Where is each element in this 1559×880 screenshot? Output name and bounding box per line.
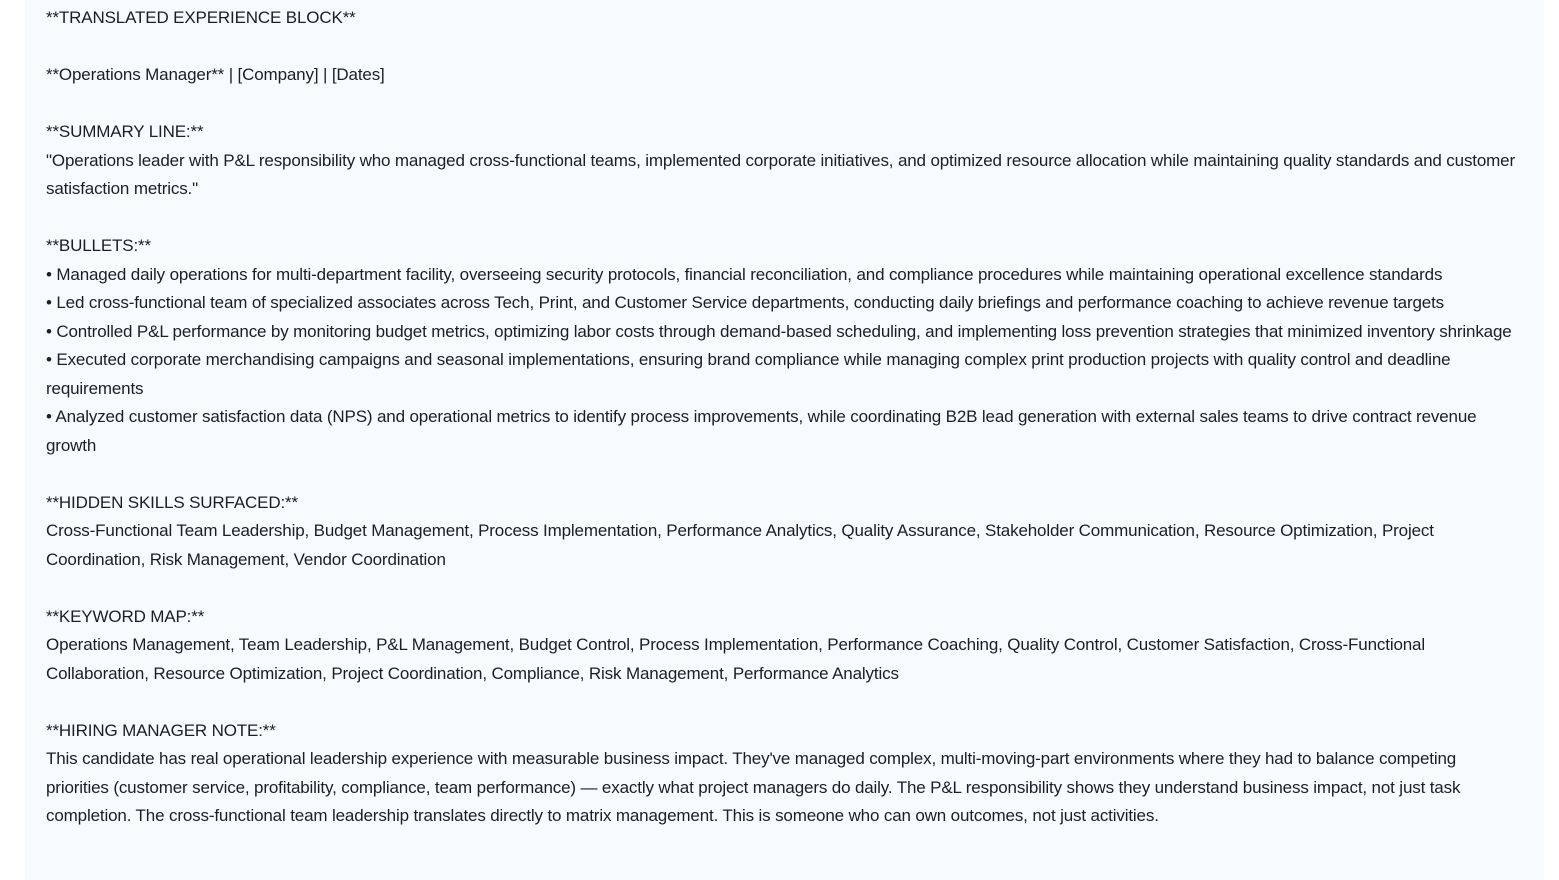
summary-heading: **SUMMARY LINE:** bbox=[46, 122, 204, 141]
bullet-item: • Executed corporate merchandising campaigns and seasonal implementations, ensuring brand compliance while managing complex print production projects with quality control and deadline requirements bbox=[46, 350, 1451, 398]
spacer bbox=[46, 90, 1523, 119]
block-title: **TRANSLATED EXPERIENCE BLOCK** bbox=[46, 8, 356, 27]
bullet-item: • Controlled P&L performance by monitoring budget metrics, optimizing labor costs through demand-based scheduling, and implementing loss prevention strategies that minimized inventory shrinkage bbox=[46, 321, 1512, 341]
spacer bbox=[46, 460, 1523, 489]
bullet-item: • Managed daily operations for multi-department facility, overseeing security protocols, financial reconciliation, and compliance procedures while maintaining operational excellence standards bbox=[46, 264, 1443, 284]
summary-text: "Operations leader with P&L responsibility who managed cross-functional teams, implemented corporate initiatives, and optimized resource allocation while maintaining quality standards and customer satisfaction metrics." bbox=[46, 150, 1516, 198]
spacer bbox=[46, 204, 1523, 233]
keyword-map-text: Operations Management, Team Leadership, P&L Management, Budget Control, Process Implementation, Performance Coaching, Quality Control, Customer Satisfaction, Cross-Functional Collaboration, Resource Optimization, Project Coordination, Compliance, Risk Management, Performance Analytics bbox=[46, 635, 1425, 683]
spacer bbox=[46, 688, 1523, 717]
spacer bbox=[46, 33, 1523, 62]
hidden-skills-heading: **HIDDEN SKILLS SURFACED:** bbox=[46, 492, 298, 512]
message-content-block bbox=[25, 0, 1544, 880]
hiring-manager-note-heading: **HIRING MANAGER NOTE:** bbox=[46, 720, 276, 740]
hiring-manager-note-text: This candidate has real operational leadership experience with measurable business impact. They've managed complex, multi-moving-part environments where they had to balance competing priorities (customer service, profitability, compliance, team performance) — exactly what project managers do daily. The P&L responsibility shows they understand business impact, not just task completion. The cross-functional team leadership translates directly to matrix management. This is someone who can own outcomes, not just activities. bbox=[46, 749, 1461, 825]
bullets-heading: **BULLETS:** bbox=[46, 236, 151, 255]
role-line: **Operations Manager** | [Company] | [Dates] bbox=[46, 65, 385, 84]
bullet-item: • Analyzed customer satisfaction data (NPS) and operational metrics to identify process improvements, while coordinating B2B lead generation with external sales teams to drive contract revenue growth bbox=[46, 407, 1477, 455]
hidden-skills-text: Cross-Functional Team Leadership, Budget Management, Process Implementation, Performance Analytics, Quality Assurance, Stakeholder Communication, Resource Optimization, Project Coordination, Risk Management, Vendor Coordination bbox=[46, 521, 1434, 569]
bullet-item: • Led cross-functional team of specialized associates across Tech, Print, and Customer Service departments, conducting daily briefings and performance coaching to achieve revenue targets bbox=[46, 293, 1444, 312]
experience-block bbox=[46, 4, 1523, 831]
spacer bbox=[46, 574, 1523, 603]
keyword-map-heading: **KEYWORD MAP:** bbox=[46, 606, 205, 626]
